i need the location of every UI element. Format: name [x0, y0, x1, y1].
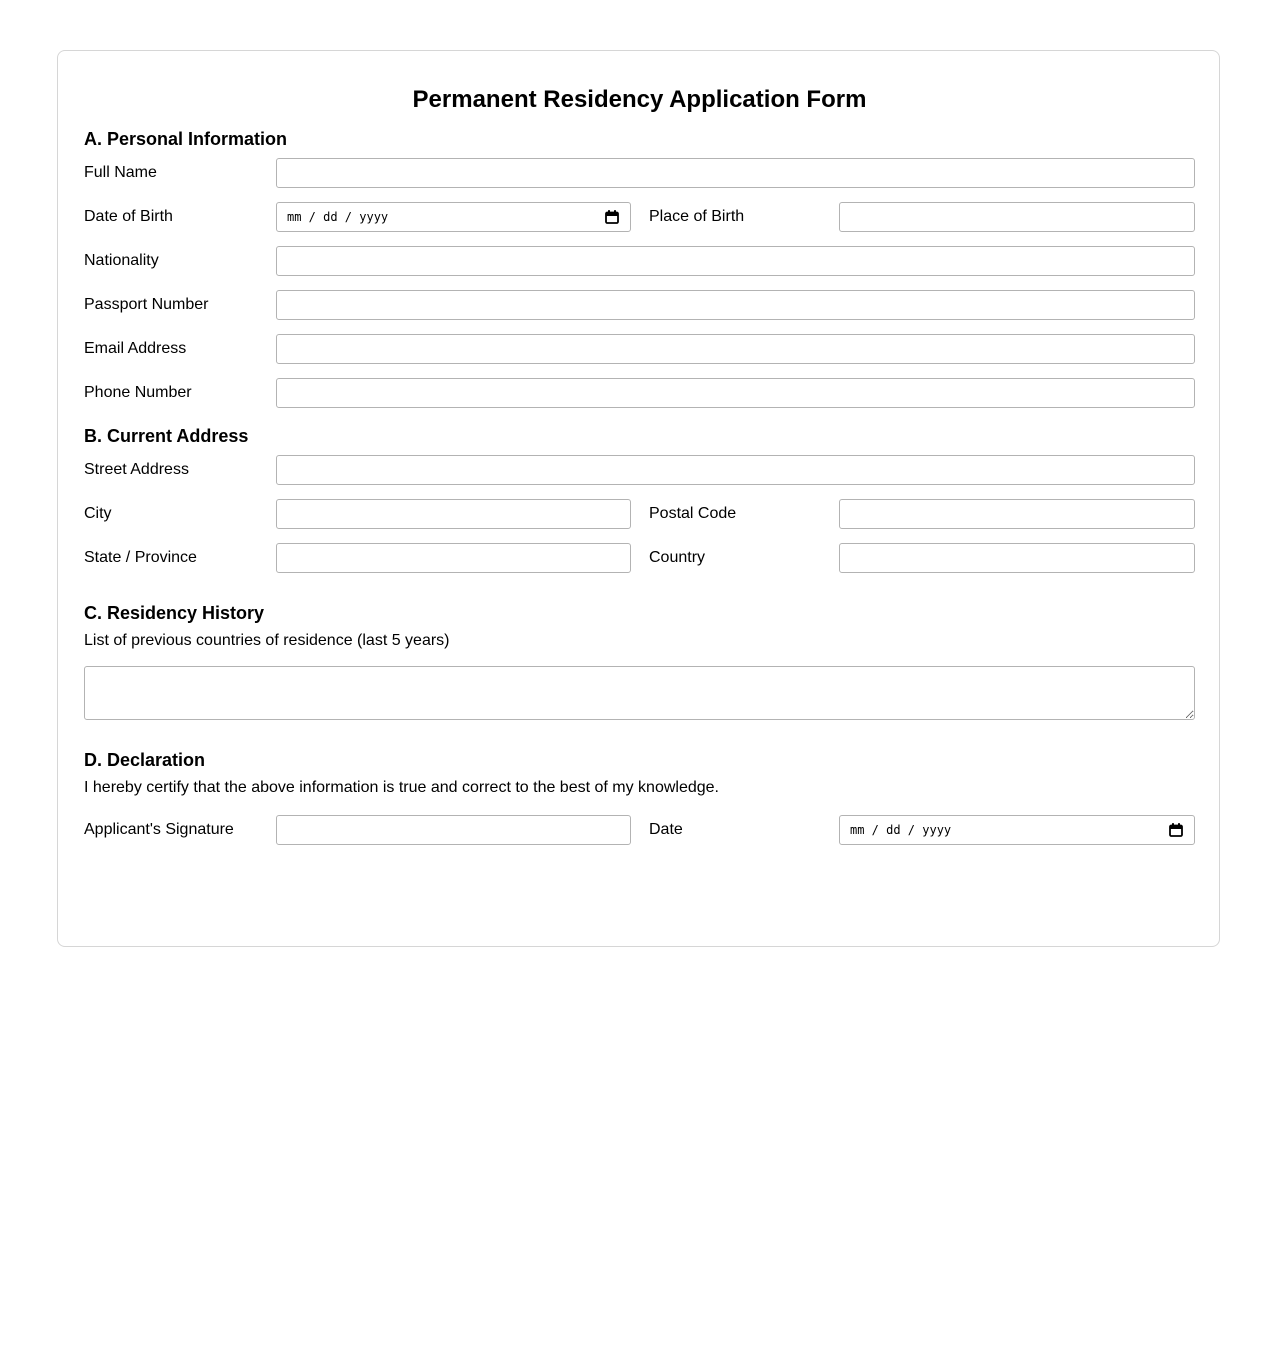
signature-date-row: [84, 815, 1195, 845]
street-address-input[interactable]: [276, 455, 1195, 485]
section-heading-personal: A. Personal Information: [84, 129, 288, 149]
date-of-birth-label: Date of Birth: [84, 208, 173, 225]
residency-history-textarea[interactable]: [84, 666, 1195, 720]
phone-row: [84, 378, 1195, 408]
date-of-birth-input[interactable]: [276, 202, 631, 232]
nationality-row: [84, 246, 1195, 276]
passport-number-input[interactable]: [276, 290, 1195, 320]
application-form-card: [57, 50, 1220, 947]
calendar-icon[interactable]: [604, 209, 620, 225]
postal-code-input[interactable]: [839, 499, 1195, 529]
place-of-birth-label: Place of Birth: [649, 208, 745, 225]
dob-pob-row: [84, 202, 1195, 232]
place-of-birth-input[interactable]: [839, 202, 1195, 232]
full-name-row: [84, 158, 1195, 188]
full-name-label: Full Name: [84, 164, 157, 181]
state-province-input[interactable]: [276, 543, 631, 573]
section-heading-declaration: D. Declaration: [84, 750, 206, 770]
full-name-input[interactable]: [276, 158, 1195, 188]
state-country-row: [84, 543, 1195, 573]
applicant-signature-input[interactable]: [276, 815, 631, 845]
section-heading-residency: C. Residency History: [84, 603, 265, 623]
state-province-label: State / Province: [84, 549, 197, 566]
email-address-label: Email Address: [84, 340, 187, 357]
applicant-signature-label: Applicant's Signature: [84, 821, 234, 838]
postal-code-label: Postal Code: [649, 505, 737, 522]
city-input[interactable]: [276, 499, 631, 529]
email-address-input[interactable]: [276, 334, 1195, 364]
nationality-label: Nationality: [84, 252, 159, 269]
calendar-icon[interactable]: [1168, 822, 1184, 838]
city-postal-row: [84, 499, 1195, 529]
nationality-input[interactable]: [276, 246, 1195, 276]
country-label: Country: [649, 549, 706, 566]
phone-number-input[interactable]: [276, 378, 1195, 408]
city-label: City: [84, 505, 112, 522]
date-of-birth-placeholder: mm / dd / yyyy: [287, 210, 389, 224]
country-input[interactable]: [839, 543, 1195, 573]
form-title: Permanent Residency Application Form: [412, 86, 867, 113]
passport-number-label: Passport Number: [84, 296, 209, 313]
residency-history-subtitle: List of previous countries of residence (last 5 years): [84, 632, 450, 649]
street-address-label: Street Address: [84, 461, 189, 478]
date-label: Date: [649, 821, 683, 838]
section-heading-address: B. Current Address: [84, 426, 249, 446]
declaration-date-input[interactable]: [839, 815, 1195, 845]
declaration-date-placeholder: mm / dd / yyyy: [850, 823, 952, 837]
phone-number-label: Phone Number: [84, 384, 192, 401]
declaration-text: I hereby certify that the above information is true and correct to the best of my knowledge.: [84, 779, 719, 796]
street-address-row: [84, 455, 1195, 485]
passport-row: [84, 290, 1195, 320]
email-row: [84, 334, 1195, 364]
